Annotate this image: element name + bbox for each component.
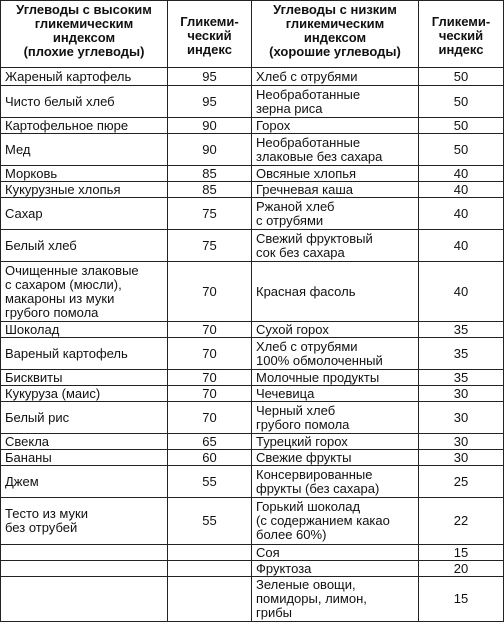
table-row [1,86,504,118]
high-carb-name: Бананы [1,450,168,466]
low-carb-gi: 50 [419,134,504,166]
high-carb-gi: 70 [168,322,252,338]
table-row [1,450,504,466]
low-carb-gi: 35 [419,338,504,370]
high-carb-name: Чисто белый хлеб [1,86,168,118]
low-carb-name: Фруктоза [252,561,419,577]
low-carb-name: Молочные продукты [252,370,419,386]
high-carb-name: Сахар [1,198,168,230]
high-carb-gi: 85 [168,182,252,198]
table-row [1,182,504,198]
high-carb-gi: 55 [168,498,252,545]
low-carb-name: Горький шоколад (с содержанием какао более 60%) [252,498,419,545]
table-row [1,386,504,402]
low-carb-gi: 40 [419,166,504,182]
table-row [1,434,504,450]
high-carb-name [1,577,168,622]
table-row [1,545,504,561]
high-carb-gi: 70 [168,262,252,322]
low-carb-name: Свежий фруктовый сок без сахара [252,230,419,262]
low-carb-gi: 35 [419,322,504,338]
header-row [1,1,504,68]
high-carb-gi [168,561,252,577]
table-row [1,198,504,230]
low-carb-name: Овсяные хлопья [252,166,419,182]
table-row [1,466,504,498]
high-carb-name: Жареный картофель [1,68,168,86]
low-carb-name: Свежие фрукты [252,450,419,466]
low-carb-name: Черный хлеб грубого помола [252,402,419,434]
low-carb-name: Сухой горох [252,322,419,338]
high-carb-gi: 70 [168,402,252,434]
low-carb-gi: 40 [419,198,504,230]
high-carb-gi: 90 [168,118,252,134]
table-row [1,230,504,262]
low-carb-gi: 40 [419,262,504,322]
low-carb-gi: 15 [419,545,504,561]
low-carb-name: Соя [252,545,419,561]
table-row [1,370,504,386]
table-row [1,134,504,166]
low-carb-gi: 50 [419,118,504,134]
low-carb-gi: 30 [419,450,504,466]
low-carb-gi: 40 [419,230,504,262]
low-carb-name: Необработанные злаковые без сахара [252,134,419,166]
high-carb-name: Вареный картофель [1,338,168,370]
low-carb-name: Необработанные зерна риса [252,86,419,118]
high-carb-gi: 75 [168,230,252,262]
low-carb-name: Ржаной хлеб с отрубями [252,198,419,230]
low-carbs-header: Углеводы с низким гликемическим индексом (хорошие углеводы) [252,1,419,68]
high-carb-gi: 60 [168,450,252,466]
low-carb-name: Горох [252,118,419,134]
high-gi-header: Гликеми- ческий индекс [168,1,252,68]
high-carbs-header: Углеводы с высоким гликемическим индексом (плохие углеводы) [1,1,168,68]
high-carb-gi: 90 [168,134,252,166]
table-row [1,561,504,577]
high-carb-gi: 85 [168,166,252,182]
high-carb-gi: 65 [168,434,252,450]
high-carb-gi: 70 [168,386,252,402]
table-row [1,498,504,545]
table-row [1,166,504,182]
low-carb-gi: 35 [419,370,504,386]
low-gi-header: Гликеми- ческий индекс [419,1,504,68]
table-row [1,262,504,322]
high-carb-name: Кукуруза (маис) [1,386,168,402]
high-carb-gi: 95 [168,68,252,86]
low-carb-name: Гречневая каша [252,182,419,198]
high-carb-name: Белый хлеб [1,230,168,262]
high-carb-name: Морковь [1,166,168,182]
low-carb-name: Хлеб с отрубями [252,68,419,86]
low-carb-name: Турецкий горох [252,434,419,450]
low-carb-name: Красная фасоль [252,262,419,322]
high-carb-name: Шоколад [1,322,168,338]
high-carb-name [1,561,168,577]
high-carb-gi: 75 [168,198,252,230]
high-carb-name: Джем [1,466,168,498]
high-carb-name: Бисквиты [1,370,168,386]
high-carb-name: Свекла [1,434,168,450]
high-carb-gi [168,545,252,561]
low-carb-name: Хлеб с отрубями 100% обмолоченный [252,338,419,370]
low-carb-gi: 25 [419,466,504,498]
low-carb-gi: 20 [419,561,504,577]
high-carb-name: Картофельное пюре [1,118,168,134]
low-carb-name: Зеленые овощи, помидоры, лимон, грибы [252,577,419,622]
low-carb-gi: 30 [419,386,504,402]
table-row [1,402,504,434]
high-carb-name: Белый рис [1,402,168,434]
low-carb-gi: 15 [419,577,504,622]
high-carb-name: Очищенные злаковые с сахаром (мюсли), макароны из муки грубого помола [1,262,168,322]
table-row [1,577,504,622]
low-carb-gi: 22 [419,498,504,545]
table-row [1,68,504,86]
high-carb-gi: 95 [168,86,252,118]
low-carb-gi: 40 [419,182,504,198]
high-carb-gi: 70 [168,338,252,370]
low-carb-name: Чечевица [252,386,419,402]
high-carb-name: Тесто из муки без отрубей [1,498,168,545]
low-carb-name: Консервированные фрукты (без сахара) [252,466,419,498]
high-carb-name [1,545,168,561]
high-carb-gi: 70 [168,370,252,386]
table-row [1,322,504,338]
high-carb-gi: 55 [168,466,252,498]
high-carb-name: Кукурузные хлопья [1,182,168,198]
low-carb-gi: 50 [419,68,504,86]
low-carb-gi: 30 [419,402,504,434]
table-row [1,338,504,370]
table-row [1,118,504,134]
low-carb-gi: 30 [419,434,504,450]
high-carb-gi [168,577,252,622]
low-carb-gi: 50 [419,86,504,118]
high-carb-name: Мед [1,134,168,166]
